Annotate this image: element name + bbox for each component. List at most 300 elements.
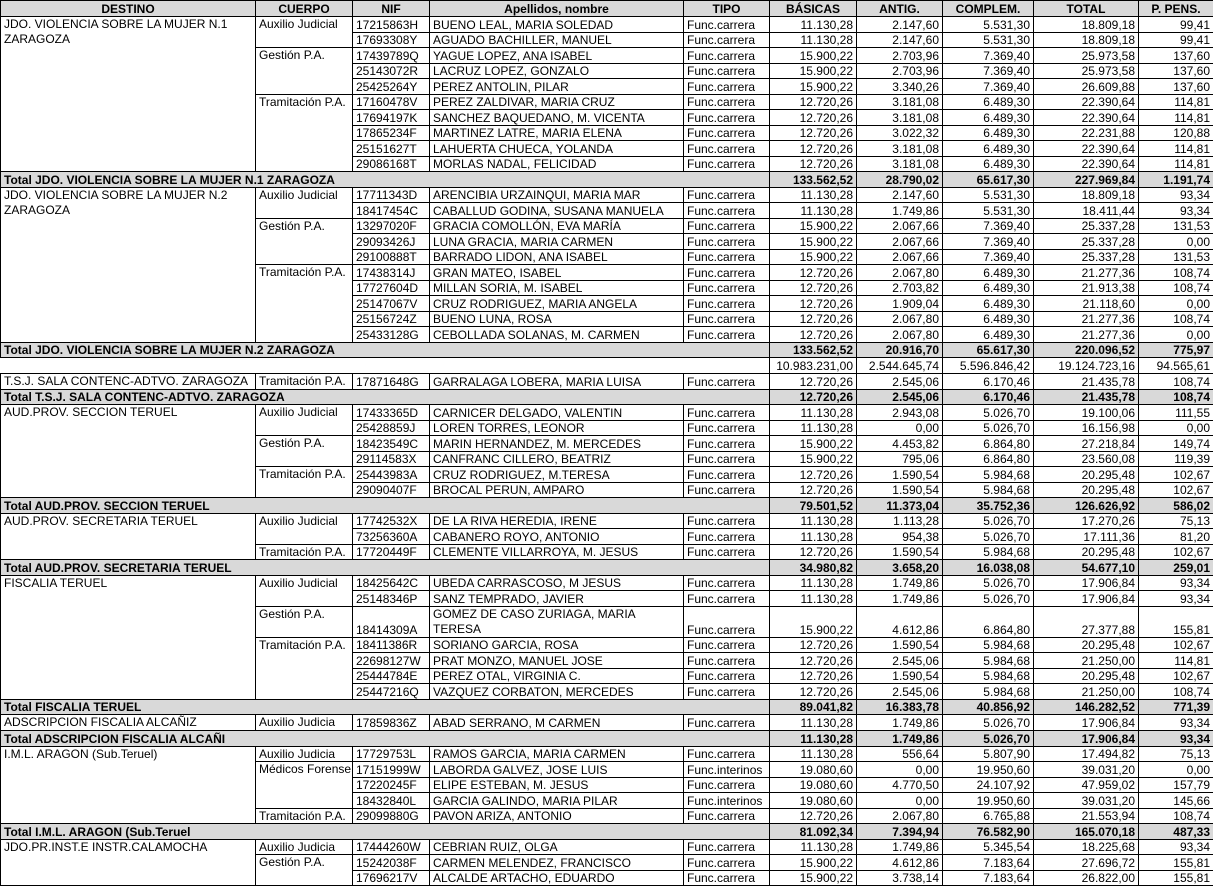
- section-total-cell: 76.582,90: [943, 824, 1034, 840]
- nif-cell: 25428859J: [353, 420, 430, 436]
- tipo-cell: Func.carrera: [684, 746, 770, 762]
- nif-cell: 29099880G: [353, 808, 430, 824]
- grand-total-cell: 2.544.645,74: [857, 358, 943, 374]
- tipo-cell: Func.carrera: [684, 48, 770, 64]
- complem-cell: 5.984,68: [943, 482, 1034, 498]
- header-tipo: TIPO: [684, 1, 770, 17]
- section-total-cell: 34.980,82: [770, 560, 857, 576]
- section-total-cell: 40.856,92: [943, 699, 1034, 715]
- tipo-cell: Func.carrera: [684, 311, 770, 327]
- antig-cell: 3.181,08: [857, 156, 943, 172]
- total-cell: 22.390,64: [1034, 94, 1139, 110]
- section-total-label: Total ADSCRIPCION FISCALIA ALCAÑI: [1, 731, 770, 747]
- complem-cell: 5.531,30: [943, 203, 1034, 219]
- pens-cell: 93,34: [1139, 839, 1213, 855]
- antig-cell: 2.943,08: [857, 405, 943, 421]
- nif-cell: 17160478V: [353, 94, 430, 110]
- cuerpo-cell: Tramitación P.A.: [256, 808, 353, 824]
- name-cell: ALCALDE ARTACHO, EDUARDO: [430, 870, 684, 886]
- complem-cell: 5.531,30: [943, 17, 1034, 33]
- total-cell: 20.295,48: [1034, 668, 1139, 684]
- nif-cell: 17720449F: [353, 544, 430, 560]
- section-total-cell: 133.562,52: [770, 342, 857, 358]
- cuerpo-cell: Auxilio Judicial: [256, 575, 353, 606]
- total-cell: 19.100,06: [1034, 405, 1139, 421]
- name-cell: GRACIA COMOLLÓN, EVA MARÍA: [430, 218, 684, 234]
- antig-cell: 2.147,60: [857, 187, 943, 203]
- complem-cell: 5.026,70: [943, 513, 1034, 529]
- nif-cell: 17220245F: [353, 777, 430, 793]
- total-cell: 21.277,36: [1034, 265, 1139, 281]
- section-total-cell: 35.752,36: [943, 498, 1034, 514]
- basicas-cell: 12.720,26: [770, 311, 857, 327]
- section-total-cell: 165.070,18: [1034, 824, 1139, 840]
- destino-cell: ADSCRIPCION FISCALIA ALCAÑIZ: [1, 715, 256, 731]
- basicas-cell: 15.900,22: [770, 436, 857, 452]
- tipo-cell: Func.carrera: [684, 482, 770, 498]
- tipo-cell: Func.carrera: [684, 110, 770, 126]
- antig-cell: 2.147,60: [857, 17, 943, 33]
- complem-cell: 5.984,68: [943, 544, 1034, 560]
- basicas-cell: 11.130,28: [770, 529, 857, 545]
- complem-cell: 5.026,70: [943, 591, 1034, 607]
- complem-cell: 6.864,80: [943, 606, 1034, 637]
- nif-cell: 25447216Q: [353, 684, 430, 700]
- nif-cell: 17215863H: [353, 17, 430, 33]
- cuerpo-cell: Auxilio Judicia: [256, 746, 353, 762]
- cuerpo-cell: Auxilio Judicial: [256, 513, 353, 544]
- complem-cell: 5.026,70: [943, 529, 1034, 545]
- total-cell: 22.390,64: [1034, 156, 1139, 172]
- nif-cell: 29090407F: [353, 482, 430, 498]
- total-cell: 18.809,18: [1034, 187, 1139, 203]
- pens-cell: 155,81: [1139, 606, 1213, 637]
- complem-cell: 7.369,40: [943, 79, 1034, 95]
- basicas-cell: 15.900,22: [770, 870, 857, 886]
- antig-cell: 1.113,28: [857, 513, 943, 529]
- name-cell: CARMEN MELENDEZ, FRANCISCO: [430, 855, 684, 871]
- section-total-label: Total JDO. VIOLENCIA SOBRE LA MUJER N.2 ZARAGOZA: [1, 342, 770, 358]
- basicas-cell: 12.720,26: [770, 684, 857, 700]
- destino-cell: AUD.PROV. SECCION TERUEL: [1, 405, 256, 498]
- complem-cell: 6.170,46: [943, 373, 1034, 389]
- name-cell: MARTINEZ LATRE, MARIA ELENA: [430, 125, 684, 141]
- complem-cell: 6.489,30: [943, 156, 1034, 172]
- name-cell: GRAN MATEO, ISABEL: [430, 265, 684, 281]
- pens-cell: 114,81: [1139, 94, 1213, 110]
- section-total-label: Total AUD.PROV. SECRETARIA TERUEL: [1, 560, 770, 576]
- tipo-cell: Func.carrera: [684, 203, 770, 219]
- total-cell: 21.118,60: [1034, 296, 1139, 312]
- table-row: [1, 513, 1213, 529]
- table-row: [1, 187, 1213, 203]
- section-total-cell: 6.170,46: [943, 389, 1034, 405]
- tipo-cell: Func.carrera: [684, 265, 770, 281]
- total-cell: 17.494,82: [1034, 746, 1139, 762]
- complem-cell: 7.369,40: [943, 234, 1034, 250]
- section-total-cell: 2.545,06: [857, 389, 943, 405]
- cuerpo-cell: Gestión P.A.: [256, 606, 353, 637]
- grand-total-cell: 94.565,61: [1139, 358, 1213, 374]
- basicas-cell: 12.720,26: [770, 280, 857, 296]
- tipo-cell: Func.carrera: [684, 125, 770, 141]
- nif-cell: 29114583X: [353, 451, 430, 467]
- pens-cell: 93,34: [1139, 187, 1213, 203]
- tipo-cell: Func.carrera: [684, 17, 770, 33]
- total-cell: 23.560,08: [1034, 451, 1139, 467]
- total-cell: 20.295,48: [1034, 544, 1139, 560]
- antig-cell: 2.545,06: [857, 684, 943, 700]
- basicas-cell: 11.130,28: [770, 203, 857, 219]
- name-cell: BUENO LEAL, MARIA SOLEDAD: [430, 17, 684, 33]
- section-total-cell: 126.626,92: [1034, 498, 1139, 514]
- tipo-cell: Func.carrera: [684, 405, 770, 421]
- complem-cell: 7.183,64: [943, 870, 1034, 886]
- pens-cell: 149,74: [1139, 436, 1213, 452]
- basicas-cell: 12.720,26: [770, 668, 857, 684]
- basicas-cell: 11.130,28: [770, 746, 857, 762]
- cuerpo-cell: Auxilio Judicial: [256, 17, 353, 48]
- tipo-cell: Func.interinos: [684, 793, 770, 809]
- total-cell: 39.031,20: [1034, 793, 1139, 809]
- antig-cell: 1.749,86: [857, 715, 943, 731]
- complem-cell: 7.183,64: [943, 855, 1034, 871]
- pens-cell: 108,74: [1139, 808, 1213, 824]
- name-cell: SANZ TEMPRADO, JAVIER: [430, 591, 684, 607]
- basicas-cell: 15.900,22: [770, 48, 857, 64]
- pens-cell: 157,79: [1139, 777, 1213, 793]
- tipo-cell: Func.carrera: [684, 79, 770, 95]
- total-cell: 21.435,78: [1034, 373, 1139, 389]
- section-total-cell: 21.435,78: [1034, 389, 1139, 405]
- name-cell: CABANERO ROYO, ANTONIO: [430, 529, 684, 545]
- grand-total-cell: 19.124.723,16: [1034, 358, 1139, 374]
- pens-cell: 108,74: [1139, 684, 1213, 700]
- pens-cell: 108,74: [1139, 311, 1213, 327]
- complem-cell: 6.765,88: [943, 808, 1034, 824]
- pens-cell: 0,00: [1139, 327, 1213, 343]
- total-cell: 20.295,48: [1034, 482, 1139, 498]
- pens-cell: 102,67: [1139, 668, 1213, 684]
- antig-cell: 3.181,08: [857, 94, 943, 110]
- complem-cell: 6.489,30: [943, 327, 1034, 343]
- antig-cell: 0,00: [857, 420, 943, 436]
- complem-cell: 6.489,30: [943, 110, 1034, 126]
- name-cell: CLEMENTE VILLARROYA, M. JESUS: [430, 544, 684, 560]
- antig-cell: 795,06: [857, 451, 943, 467]
- complem-cell: 5.531,30: [943, 32, 1034, 48]
- destino-cell: JDO.PR.INST.E INSTR.CALAMOCHA: [1, 839, 256, 886]
- name-cell: CEBRIAN RUIZ, OLGA: [430, 839, 684, 855]
- section-total-cell: 7.394,94: [857, 824, 943, 840]
- pens-cell: 114,81: [1139, 653, 1213, 669]
- pens-cell: 155,81: [1139, 855, 1213, 871]
- basicas-cell: 15.900,22: [770, 79, 857, 95]
- nif-cell: 25143072R: [353, 63, 430, 79]
- nif-cell: 17439789Q: [353, 48, 430, 64]
- cuerpo-cell: Tramitación P.A.: [256, 637, 353, 699]
- complem-cell: 5.026,70: [943, 715, 1034, 731]
- table-row: [1, 17, 1213, 33]
- nif-cell: 17711343D: [353, 187, 430, 203]
- pens-cell: 93,34: [1139, 575, 1213, 591]
- antig-cell: 1.749,86: [857, 203, 943, 219]
- nif-cell: 17444260W: [353, 839, 430, 855]
- cuerpo-cell: Gestión P.A.: [256, 218, 353, 265]
- complem-cell: 6.489,30: [943, 94, 1034, 110]
- name-cell: YAGUE LOPEZ, ANA ISABEL: [430, 48, 684, 64]
- pens-cell: 137,60: [1139, 63, 1213, 79]
- antig-cell: 1.909,04: [857, 296, 943, 312]
- total-cell: 20.295,48: [1034, 467, 1139, 483]
- pens-cell: 102,67: [1139, 482, 1213, 498]
- name-cell: CABALLUD GODINA, SUSANA MANUELA: [430, 203, 684, 219]
- header-basicas: BÁSICAS: [770, 1, 857, 17]
- complem-cell: 5.984,68: [943, 684, 1034, 700]
- section-total-cell: 133.562,52: [770, 172, 857, 188]
- total-cell: 20.295,48: [1034, 637, 1139, 653]
- tipo-cell: Func.carrera: [684, 777, 770, 793]
- cuerpo-cell: Auxilio Judicial: [256, 405, 353, 436]
- antig-cell: 3.022,32: [857, 125, 943, 141]
- basicas-cell: 15.900,22: [770, 234, 857, 250]
- section-total-cell: 11.373,04: [857, 498, 943, 514]
- nif-cell: 25444784E: [353, 668, 430, 684]
- total-cell: 21.553,94: [1034, 808, 1139, 824]
- antig-cell: 4.770,50: [857, 777, 943, 793]
- tipo-cell: Func.carrera: [684, 420, 770, 436]
- section-total-cell: 775,97: [1139, 342, 1213, 358]
- total-cell: 25.973,58: [1034, 63, 1139, 79]
- complem-cell: 7.369,40: [943, 48, 1034, 64]
- nif-cell: 17693308Y: [353, 32, 430, 48]
- cuerpo-cell: Gestión P.A.: [256, 48, 353, 95]
- total-cell: 22.390,64: [1034, 141, 1139, 157]
- header-nombre: Apellidos, nombre: [430, 1, 684, 17]
- basicas-cell: 12.720,26: [770, 94, 857, 110]
- name-cell: PRAT MONZO, MANUEL JOSE: [430, 653, 684, 669]
- cuerpo-cell: Auxilio Judicia: [256, 715, 353, 731]
- cuerpo-cell: Tramitación P.A.: [256, 94, 353, 172]
- tipo-cell: Func.carrera: [684, 606, 770, 637]
- total-cell: 17.906,84: [1034, 591, 1139, 607]
- nif-cell: 29093426J: [353, 234, 430, 250]
- section-total-row: [1, 342, 1213, 358]
- section-total-label: Total AUD.PROV. SECCION TERUEL: [1, 498, 770, 514]
- name-cell: BARRADO LIDON, ANA ISABEL: [430, 249, 684, 265]
- basicas-cell: 12.720,26: [770, 808, 857, 824]
- section-total-row: [1, 172, 1213, 188]
- nif-cell: 25156724Z: [353, 311, 430, 327]
- complem-cell: 6.864,80: [943, 436, 1034, 452]
- basicas-cell: 12.720,26: [770, 467, 857, 483]
- name-cell: UBEDA CARRASCOSO, M JESUS: [430, 575, 684, 591]
- tipo-cell: Func.carrera: [684, 156, 770, 172]
- cuerpo-cell: Médicos Forense: [256, 762, 353, 809]
- name-cell: MORLAS NADAL, FELICIDAD: [430, 156, 684, 172]
- nif-cell: 18432840L: [353, 793, 430, 809]
- cuerpo-cell: Tramitación P.A.: [256, 467, 353, 498]
- section-total-label: Total T.S.J. SALA CONTENC-ADTVO. ZARAGOZA: [1, 389, 770, 405]
- name-cell: LAHUERTA CHUECA, YOLANDA: [430, 141, 684, 157]
- nif-cell: 17438314J: [353, 265, 430, 281]
- antig-cell: 2.067,80: [857, 808, 943, 824]
- tipo-cell: Func.interinos: [684, 762, 770, 778]
- basicas-cell: 19.080,60: [770, 762, 857, 778]
- complem-cell: 24.107,92: [943, 777, 1034, 793]
- name-cell: VAZQUEZ CORBATON, MERCEDES: [430, 684, 684, 700]
- tipo-cell: Func.carrera: [684, 870, 770, 886]
- antig-cell: 4.612,86: [857, 606, 943, 637]
- tipo-cell: Func.carrera: [684, 591, 770, 607]
- table-row: [1, 839, 1213, 855]
- pens-cell: 93,34: [1139, 591, 1213, 607]
- name-cell: RAMOS GARCIA, MARIA CARMEN: [430, 746, 684, 762]
- nif-cell: 17151999W: [353, 762, 430, 778]
- section-total-cell: 259,01: [1139, 560, 1213, 576]
- nif-cell: 18414309A: [353, 606, 430, 637]
- total-cell: 25.337,28: [1034, 218, 1139, 234]
- section-total-cell: 89.041,82: [770, 699, 857, 715]
- nif-cell: 18411386R: [353, 637, 430, 653]
- nif-cell: 17742532X: [353, 513, 430, 529]
- antig-cell: 1.590,54: [857, 467, 943, 483]
- tipo-cell: Func.carrera: [684, 249, 770, 265]
- total-cell: 27.377,88: [1034, 606, 1139, 637]
- section-total-cell: 81.092,34: [770, 824, 857, 840]
- tipo-cell: Func.carrera: [684, 544, 770, 560]
- name-cell: CRUZ RODRIGUEZ, M.TERESA: [430, 467, 684, 483]
- antig-cell: 2.067,80: [857, 265, 943, 281]
- basicas-cell: 11.130,28: [770, 839, 857, 855]
- section-total-cell: 54.677,10: [1034, 560, 1139, 576]
- antig-cell: 3.181,08: [857, 110, 943, 126]
- nif-cell: 17727604D: [353, 280, 430, 296]
- name-cell: LACRUZ LOPEZ, GONZALO: [430, 63, 684, 79]
- complem-cell: 5.984,68: [943, 467, 1034, 483]
- antig-cell: 2.067,66: [857, 234, 943, 250]
- pens-cell: 145,66: [1139, 793, 1213, 809]
- total-cell: 17.270,26: [1034, 513, 1139, 529]
- name-cell: MARIN HERNANDEZ, M. MERCEDES: [430, 436, 684, 452]
- antig-cell: 1.590,54: [857, 482, 943, 498]
- tipo-cell: Func.carrera: [684, 436, 770, 452]
- antig-cell: 2.067,80: [857, 311, 943, 327]
- name-cell: GOMEZ DE CASO ZURIAGA, MARIA TERESA: [430, 606, 684, 637]
- pens-cell: 102,67: [1139, 637, 1213, 653]
- name-cell: GARCIA GALINDO, MARIA PILAR: [430, 793, 684, 809]
- table-row: [1, 746, 1213, 762]
- nif-cell: 25425264Y: [353, 79, 430, 95]
- tipo-cell: Func.carrera: [684, 839, 770, 855]
- name-cell: ELIPE ESTEBAN, M. JESUS: [430, 777, 684, 793]
- section-total-cell: 79.501,52: [770, 498, 857, 514]
- pens-cell: 99,41: [1139, 17, 1213, 33]
- pens-cell: 108,74: [1139, 373, 1213, 389]
- table-row: [1, 373, 1213, 389]
- antig-cell: 4.612,86: [857, 855, 943, 871]
- total-cell: 26.609,88: [1034, 79, 1139, 95]
- total-cell: 21.913,38: [1034, 280, 1139, 296]
- complem-cell: 5.026,70: [943, 420, 1034, 436]
- tipo-cell: Func.carrera: [684, 218, 770, 234]
- destino-cell: AUD.PROV. SECRETARIA TERUEL: [1, 513, 256, 560]
- section-total-cell: 12.720,26: [770, 389, 857, 405]
- basicas-cell: 11.130,28: [770, 405, 857, 421]
- cuerpo-cell: Auxilio Judicial: [256, 187, 353, 218]
- basicas-cell: 11.130,28: [770, 591, 857, 607]
- antig-cell: 1.749,86: [857, 839, 943, 855]
- name-cell: MILLAN SORIA, M. ISABEL: [430, 280, 684, 296]
- name-cell: AGUADO BACHILLER, MANUEL: [430, 32, 684, 48]
- name-cell: PEREZ OTAL, VIRGINIA C.: [430, 668, 684, 684]
- complem-cell: 5.984,68: [943, 653, 1034, 669]
- pens-cell: 81,20: [1139, 529, 1213, 545]
- pens-cell: 108,74: [1139, 280, 1213, 296]
- complem-cell: 7.369,40: [943, 249, 1034, 265]
- basicas-cell: 11.130,28: [770, 17, 857, 33]
- antig-cell: 0,00: [857, 793, 943, 809]
- section-total-cell: 93,34: [1139, 731, 1213, 747]
- tipo-cell: Func.carrera: [684, 467, 770, 483]
- basicas-cell: 12.720,26: [770, 653, 857, 669]
- cuerpo-cell: Tramitación P.A.: [256, 544, 353, 560]
- basicas-cell: 12.720,26: [770, 141, 857, 157]
- section-total-cell: 487,33: [1139, 824, 1213, 840]
- nif-cell: 17871648G: [353, 373, 430, 389]
- nif-cell: 13297020F: [353, 218, 430, 234]
- pens-cell: 99,41: [1139, 32, 1213, 48]
- destino-cell: JDO. VIOLENCIA SOBRE LA MUJER N.2 ZARAGOZA: [1, 187, 256, 342]
- name-cell: CEBOLLADA SOLANAS, M. CARMEN: [430, 327, 684, 343]
- antig-cell: 556,64: [857, 746, 943, 762]
- antig-cell: 2.545,06: [857, 653, 943, 669]
- nif-cell: 15242038F: [353, 855, 430, 871]
- header-row: [1, 1, 1213, 17]
- destino-cell: JDO. VIOLENCIA SOBRE LA MUJER N.1 ZARAGOZA: [1, 17, 256, 172]
- section-total-cell: 227.969,84: [1034, 172, 1139, 188]
- total-cell: 18.411,44: [1034, 203, 1139, 219]
- total-cell: 18.225,68: [1034, 839, 1139, 855]
- tipo-cell: Func.carrera: [684, 280, 770, 296]
- header-complem: COMPLEM.: [943, 1, 1034, 17]
- antig-cell: 2.067,66: [857, 218, 943, 234]
- section-total-cell: 65.617,30: [943, 172, 1034, 188]
- total-cell: 25.337,28: [1034, 249, 1139, 265]
- tipo-cell: Func.carrera: [684, 668, 770, 684]
- basicas-cell: 12.720,26: [770, 637, 857, 653]
- basicas-cell: 15.900,22: [770, 218, 857, 234]
- tipo-cell: Func.carrera: [684, 575, 770, 591]
- section-total-row: [1, 731, 1213, 747]
- table-row: [1, 575, 1213, 591]
- section-total-label: Total I.M.L. ARAGON (Sub.Teruel: [1, 824, 770, 840]
- tipo-cell: Func.carrera: [684, 63, 770, 79]
- antig-cell: 3.738,14: [857, 870, 943, 886]
- basicas-cell: 11.130,28: [770, 32, 857, 48]
- section-total-cell: 65.617,30: [943, 342, 1034, 358]
- basicas-cell: 15.900,22: [770, 855, 857, 871]
- antig-cell: 1.749,86: [857, 575, 943, 591]
- basicas-cell: 12.720,26: [770, 373, 857, 389]
- total-cell: 21.277,36: [1034, 327, 1139, 343]
- header-cuerpo: CUERPO: [256, 1, 353, 17]
- name-cell: BUENO LUNA, ROSA: [430, 311, 684, 327]
- basicas-cell: 11.130,28: [770, 575, 857, 591]
- section-total-cell: 1.191,74: [1139, 172, 1213, 188]
- pens-cell: 75,13: [1139, 746, 1213, 762]
- antig-cell: 1.590,54: [857, 637, 943, 653]
